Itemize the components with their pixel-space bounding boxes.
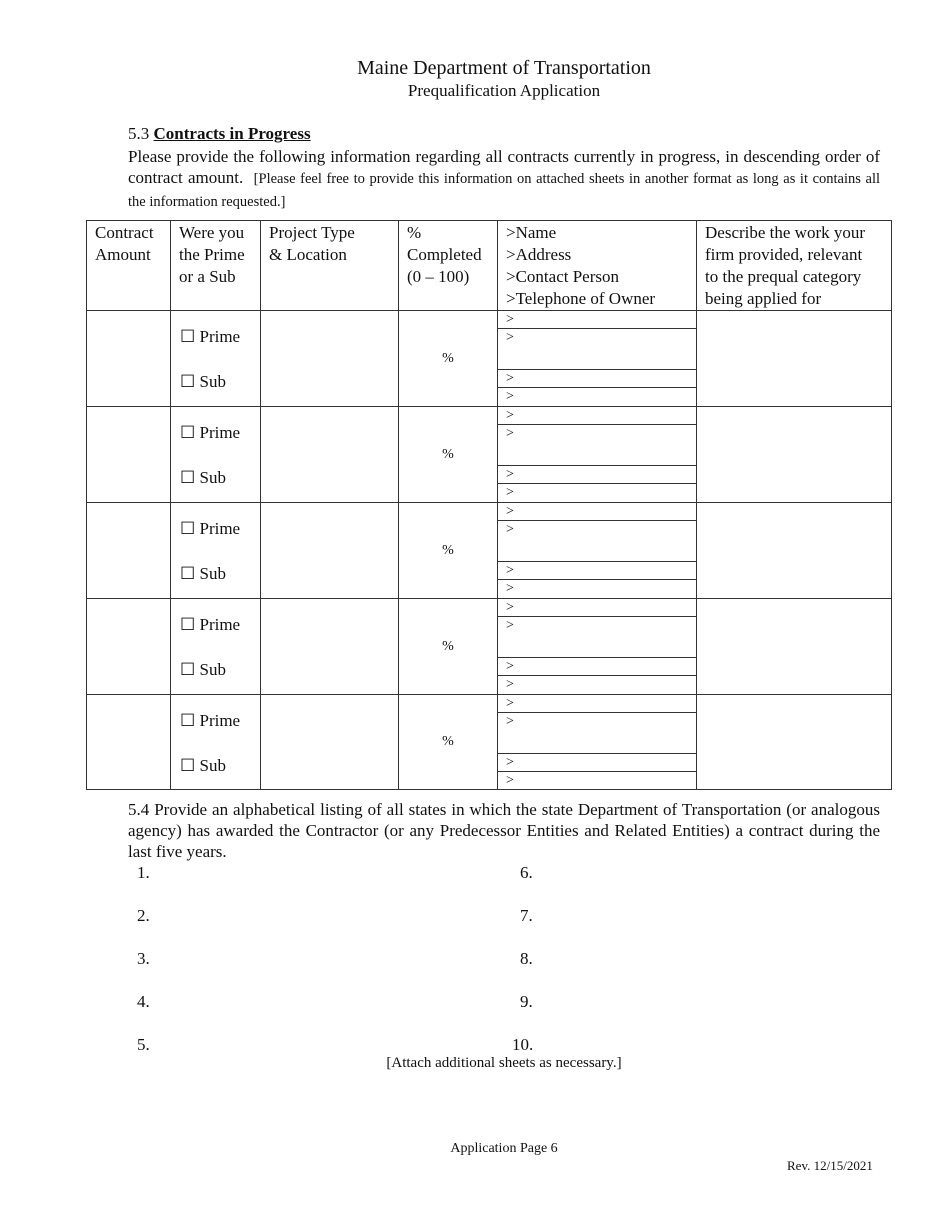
percent-completed-cell[interactable]: [399, 311, 498, 407]
header-percent-completed: % Completed (0 – 100): [399, 221, 498, 311]
contracts-table: [86, 220, 892, 790]
work-description-cell[interactable]: [697, 407, 892, 503]
contract-row: [87, 695, 892, 790]
intro-text: Please provide the following information regarding all contracts currently in progress, in descending order of contract amount.: [128, 147, 880, 187]
prime-checkbox[interactable]: ☐ Prime: [180, 711, 241, 730]
sub-checkbox[interactable]: ☐ Sub: [180, 564, 226, 583]
percent-symbol: %: [442, 638, 454, 654]
state-number: 8.: [520, 949, 533, 968]
contract-amount-cell[interactable]: [87, 599, 171, 695]
work-description-cell[interactable]: [697, 503, 892, 599]
document-title: Maine Department of Transportation: [357, 57, 651, 79]
state-number: 9.: [520, 992, 533, 1011]
owner-telephone-line[interactable]: >: [506, 677, 514, 692]
header-owner-info: >Name >Address >Contact Person >Telephone of Owner: [498, 221, 697, 311]
owner-telephone-line[interactable]: >: [506, 773, 514, 788]
work-description-cell[interactable]: [697, 599, 892, 695]
attach-note: [Attach additional sheets as necessary.]: [386, 1055, 622, 1071]
project-type-cell[interactable]: [261, 599, 399, 695]
owner-info-cell: [498, 695, 697, 790]
prime-checkbox[interactable]: ☐ Prime: [180, 423, 241, 442]
percent-symbol: %: [442, 446, 454, 462]
owner-telephone-line[interactable]: >: [506, 389, 514, 404]
owner-contact-line[interactable]: >: [498, 754, 696, 772]
percent-completed-cell[interactable]: [399, 407, 498, 503]
work-description-cell[interactable]: [697, 311, 892, 407]
project-type-cell[interactable]: [261, 407, 399, 503]
work-description-cell[interactable]: [697, 695, 892, 790]
prime-sub-cell: [171, 599, 261, 695]
state-number: 5.: [137, 1035, 150, 1054]
contract-row: [87, 407, 892, 503]
state-number: 7.: [520, 906, 533, 925]
prime-sub-cell: [171, 695, 261, 790]
project-type-cell[interactable]: [261, 503, 399, 599]
percent-symbol: %: [442, 542, 454, 558]
prime-sub-cell: [171, 503, 261, 599]
intro-note: [Please feel free to provide this information on attached sheets in another format as long as it contains all the information requested.]: [128, 171, 880, 210]
owner-contact-line[interactable]: >: [498, 562, 696, 580]
contract-amount-cell[interactable]: [87, 407, 171, 503]
owner-telephone-line[interactable]: >: [506, 581, 514, 596]
contract-amount-cell[interactable]: [87, 311, 171, 407]
section-5-4-text: 5.4 Provide an alphabetical listing of all states in which the state Department of Transportation (or analogous agency) has awarded the Contractor (or any Predecessor Entities and Related Entities) a contract during the last five years.: [128, 800, 880, 861]
prime-checkbox[interactable]: ☐ Prime: [180, 615, 241, 634]
owner-contact-line[interactable]: >: [498, 466, 696, 484]
contract-amount-cell[interactable]: [87, 695, 171, 790]
sub-checkbox[interactable]: ☐ Sub: [180, 372, 226, 391]
header-contract-amount: Contract Amount: [87, 221, 171, 311]
prime-sub-cell: [171, 311, 261, 407]
state-number: 4.: [137, 992, 150, 1011]
owner-name-line[interactable]: >: [498, 407, 696, 425]
owner-info-cell: [498, 311, 697, 407]
table-header-row: [87, 221, 892, 311]
percent-symbol: %: [442, 734, 454, 749]
state-number: 1.: [137, 863, 150, 882]
owner-info-cell: [498, 407, 697, 503]
state-number: 2.: [137, 906, 150, 925]
owner-name-line[interactable]: >: [498, 503, 696, 521]
state-number: 6.: [520, 863, 533, 882]
owner-info-cell: [498, 599, 697, 695]
section-number: 5.3: [128, 124, 150, 143]
percent-completed-cell[interactable]: [399, 695, 498, 790]
prime-checkbox[interactable]: ☐ Prime: [180, 327, 241, 346]
percent-completed-cell[interactable]: [399, 599, 498, 695]
owner-contact-line[interactable]: >: [498, 370, 696, 388]
owner-address-line[interactable]: >: [498, 425, 696, 466]
contract-row: [87, 311, 892, 407]
prime-checkbox[interactable]: ☐ Prime: [180, 519, 241, 538]
prime-sub-cell: [171, 407, 261, 503]
owner-name-line[interactable]: >: [498, 695, 696, 713]
document-subtitle: Prequalification Application: [407, 81, 601, 100]
owner-telephone-line[interactable]: >: [506, 485, 514, 500]
percent-completed-cell[interactable]: [399, 503, 498, 599]
header-project-type: Project Type & Location: [261, 221, 399, 311]
sub-checkbox[interactable]: ☐ Sub: [180, 756, 226, 775]
owner-contact-line[interactable]: >: [498, 658, 696, 676]
project-type-cell[interactable]: [261, 311, 399, 407]
section-5-3-intro: [128, 146, 880, 213]
owner-info-cell: [498, 503, 697, 599]
project-type-cell[interactable]: [261, 695, 399, 790]
sub-checkbox[interactable]: ☐ Sub: [180, 660, 226, 679]
section-5-3-heading: [128, 124, 311, 144]
page-number: Application Page 6: [450, 1141, 558, 1156]
header-work-description: Describe the work your firm provided, relevant to the prequal category being applied for: [697, 221, 892, 311]
owner-address-line[interactable]: >: [498, 521, 696, 562]
section-title: Contracts in Progress: [153, 124, 311, 143]
owner-name-line[interactable]: >: [498, 599, 696, 617]
owner-address-line[interactable]: >: [498, 329, 696, 370]
sub-checkbox[interactable]: ☐ Sub: [180, 468, 226, 487]
header-prime-or-sub: Were you the Prime or a Sub: [171, 221, 261, 311]
owner-address-line[interactable]: >: [498, 617, 696, 658]
contract-row: [87, 503, 892, 599]
state-number: 10.: [512, 1035, 534, 1054]
contract-amount-cell[interactable]: [87, 503, 171, 599]
owner-name-line[interactable]: >: [498, 311, 696, 329]
owner-address-line[interactable]: >: [498, 713, 696, 754]
state-number: 3.: [137, 949, 150, 968]
revision-date: Rev. 12/15/2021: [787, 1158, 873, 1173]
contract-row: [87, 599, 892, 695]
percent-symbol: %: [442, 350, 454, 366]
